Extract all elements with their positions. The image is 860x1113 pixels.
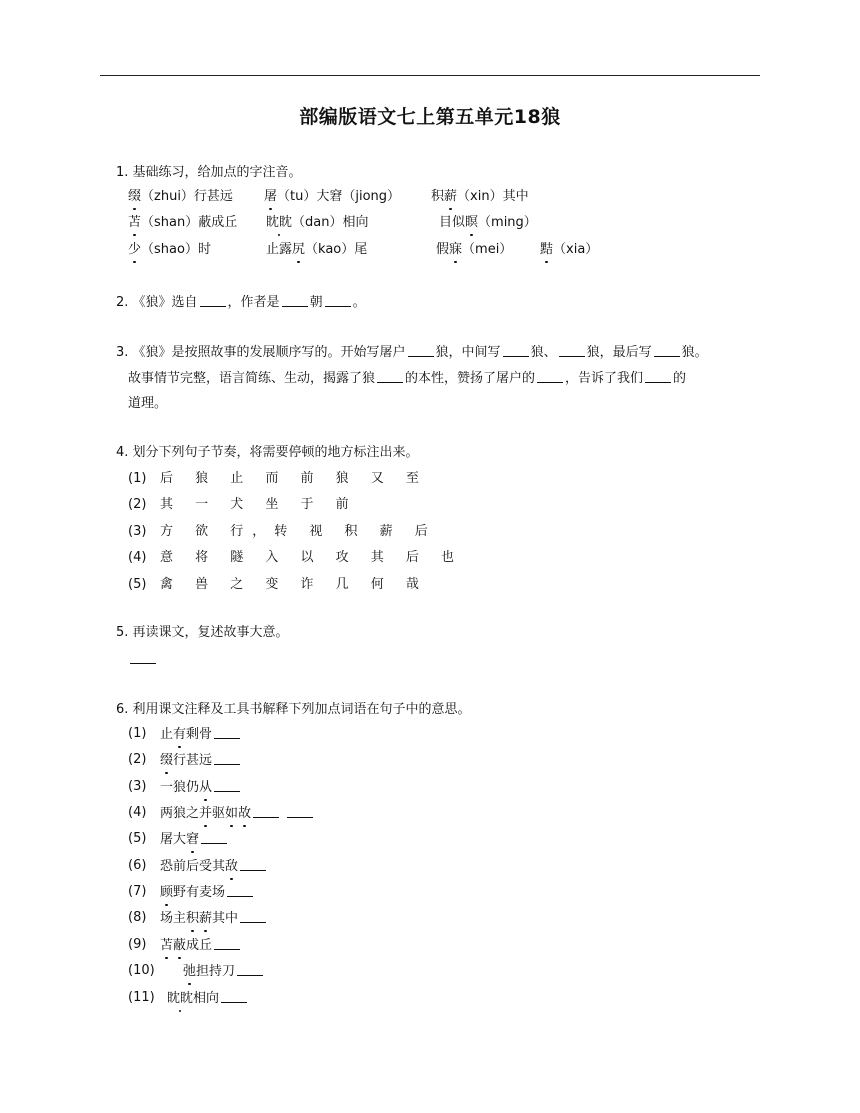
q3-line: 3. 《狼》是按照故事的发展顺序写的。开始写屠户 狼，中间写 狼、 狼，最后写 狼。 (116, 345, 708, 360)
answer-blank[interactable] (221, 989, 247, 1003)
answer-blank[interactable] (214, 936, 240, 950)
answer-blank[interactable] (377, 369, 403, 383)
q6-item: (4) (128, 805, 147, 820)
q6-item-text: 顾野有麦场 (160, 883, 255, 902)
answer-blank[interactable] (237, 962, 263, 976)
q2-line: 2. 《狼》选自 ，作者是 朝 。 (116, 295, 366, 310)
q1-item: 眈眈（dan）相向 (266, 215, 369, 230)
q4-item: (4) (128, 550, 147, 565)
q6-item: (10) (128, 963, 155, 978)
q1-item: 少（shao）时 (128, 242, 211, 257)
answer-blank[interactable] (559, 343, 585, 357)
answer-blank[interactable] (503, 343, 529, 357)
q4-stem: 4. 划分下列句子节奏，将需要停顿的地方标注出来。 (116, 445, 419, 460)
q1-item: 积薪（xin）其中 (431, 189, 529, 204)
q1-stem: 1. 基础练习，给加点的字注音。 (116, 165, 302, 180)
q1-item: 止露尻（kao）尾 (266, 242, 368, 257)
q4-item: (5) (128, 577, 147, 592)
page-title: 部编版语文七上第五单元18狼 (299, 106, 561, 128)
q6-item-text: 眈眈相向 (167, 989, 249, 1008)
answer-blank[interactable] (537, 369, 563, 383)
q6-stem: 6. 利用课文注释及工具书解释下列加点词语在句子中的意思。 (116, 702, 471, 717)
q6-item: (6) (128, 858, 147, 873)
q1-item: 屠（tu）大窘（jiong） (264, 189, 401, 204)
answer-blank[interactable] (325, 293, 351, 307)
q3-line: 道理。 (128, 396, 168, 411)
q6-item-text: 屠大窘 (160, 830, 229, 849)
q4-item-text[interactable]: 意 将 隧 入 以 攻 其 后 也 (160, 550, 464, 565)
q6-item: (3) (128, 779, 147, 794)
answer-blank[interactable] (253, 804, 279, 818)
top-rule (100, 75, 760, 76)
q6-item-text: 两狼之并驱如故 (160, 804, 315, 823)
q1-item: 苫（shan）蔽成丘 (128, 215, 238, 230)
answer-blank[interactable] (240, 909, 266, 923)
q6-item-text: 场主积薪其中 (160, 909, 268, 928)
q5-stem: 5. 再读课文，复述故事大意。 (116, 625, 289, 640)
answer-blank[interactable] (214, 778, 240, 792)
q4-item-text[interactable]: 禽 兽 之 变 诈 几 何 哉 (160, 577, 428, 592)
q6-item: (11) (128, 990, 155, 1005)
q1-item: 缀（zhui）行甚远 (128, 189, 233, 204)
answer-blank[interactable] (130, 650, 156, 664)
answer-blank[interactable] (200, 293, 226, 307)
answer-blank[interactable] (227, 883, 253, 897)
q6-item-text: 缀行甚远 (160, 751, 242, 770)
q1-item: 目似瞑（ming） (439, 215, 537, 230)
q6-item: (9) (128, 937, 147, 952)
q6-item: (5) (128, 831, 147, 846)
answer-blank[interactable] (654, 343, 680, 357)
q5-answer-line (128, 650, 158, 669)
q4-item-text[interactable]: 后 狼 止 而 前 狼 又 至 (160, 471, 428, 486)
q3-line: 故事情节完整，语言简练、生动，揭露了狼 的本性，赞扬了屠户的 ，告诉了我们 的 (128, 371, 687, 386)
q4-item-text[interactable]: 方 欲 行，转 视 积 薪 后 (160, 524, 437, 539)
q6-item-text: 苫蔽成丘 (160, 936, 242, 955)
q4-item: (3) (128, 524, 147, 539)
q6-item: (7) (128, 884, 147, 899)
answer-blank[interactable] (240, 857, 266, 871)
q4-item: (2) (128, 497, 147, 512)
q1-item: 假寐（mei） (436, 242, 513, 257)
answer-blank[interactable] (201, 830, 227, 844)
answer-blank[interactable] (645, 369, 671, 383)
q4-item: (1) (128, 471, 147, 486)
q1-item: 黠（xia） (540, 242, 599, 257)
q6-item: (1) (128, 726, 147, 741)
q6-item-text: 止有剩骨 (160, 725, 242, 744)
answer-blank[interactable] (282, 293, 308, 307)
answer-blank[interactable] (287, 804, 313, 818)
q6-item-text: 恐前后受其敌 (160, 857, 268, 876)
q6-item-text: 一狼仍从 (160, 778, 242, 797)
q4-item-text[interactable]: 其 一 犬 坐 于 前 (160, 497, 358, 512)
answer-blank[interactable] (408, 343, 434, 357)
answer-blank[interactable] (214, 751, 240, 765)
q6-item-text: 弛担持刀 (183, 962, 265, 981)
answer-blank[interactable] (214, 725, 240, 739)
q6-item: (8) (128, 910, 147, 925)
q6-item: (2) (128, 752, 147, 767)
